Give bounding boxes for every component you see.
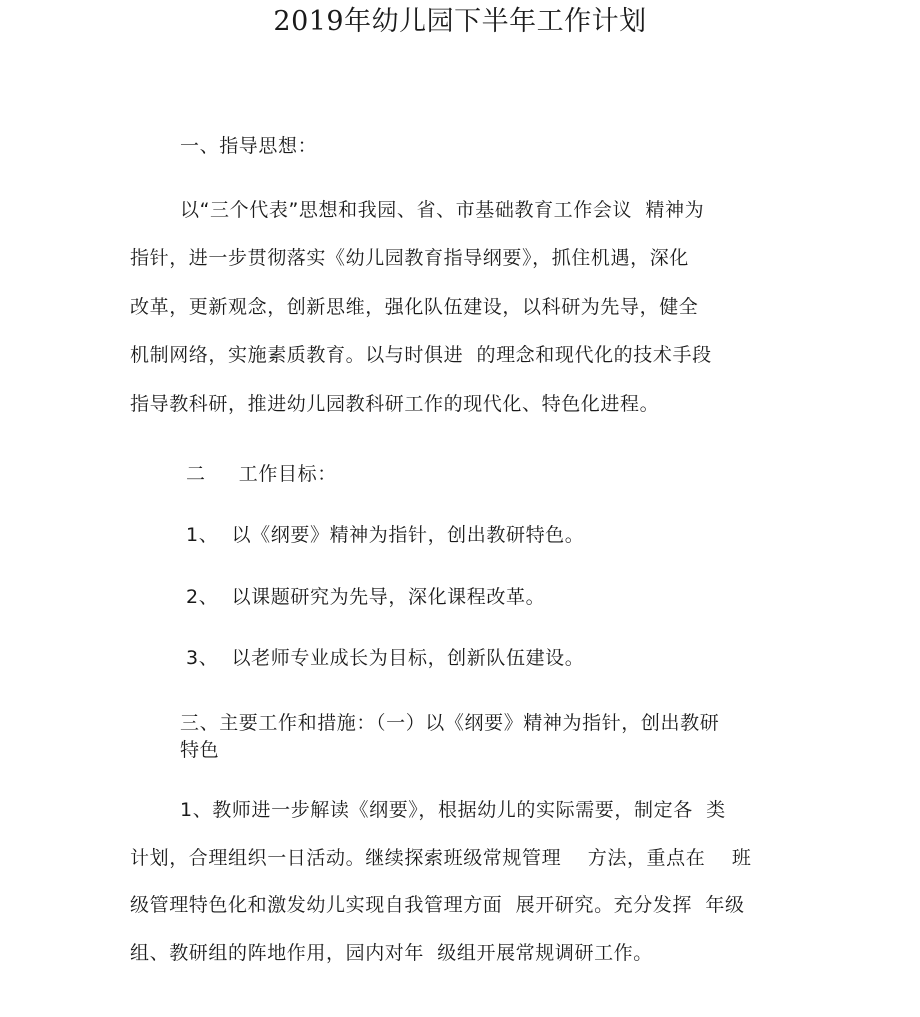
paragraph-line: 指导教科研，推进幼儿园教科研工作的现代化、特色化进程。 bbox=[130, 393, 660, 415]
paragraph-line: 计划，合理组织一日活动。继续探索班级常规管理 方法，重点在 班 bbox=[130, 847, 752, 869]
paragraph-line: 组、教研组的阵地作用，园内对年 级组开展常规调研工作。 bbox=[130, 942, 653, 964]
goal-item: 2、 以课题研究为先导，深化课程改革。 bbox=[186, 586, 546, 608]
paragraph-line: 以“三个代表”思想和我园、省、市基础教育工作会议 精神为 bbox=[180, 199, 705, 221]
paragraph-line: 级管理特色化和激发幼儿实现自我管理方面 展开研究。充分发挥 年级 bbox=[130, 894, 745, 916]
section-heading-main-measures-continued: 特色 bbox=[180, 739, 220, 761]
section-heading-guiding-ideology: 一、指导思想： bbox=[180, 135, 318, 157]
paragraph-line: 机制网络，实施素质教育。以与时俱进 的理念和现代化的技术手段 bbox=[130, 344, 712, 366]
paragraph-line: 指针，进一步贯彻落实《幼儿园教育指导纲要》，抓住机遇，深化 bbox=[130, 247, 689, 269]
goal-item: 1、 以《纲要》精神为指针，创出教研特色。 bbox=[186, 524, 585, 546]
paragraph-line: 1、教师进一步解读《纲要》，根据幼儿的实际需要，制定各 类 bbox=[180, 799, 726, 821]
document-title: 2019年幼儿园下半年工作计划 bbox=[273, 6, 647, 37]
paragraph-line: 改革，更新观念，创新思维，强化队伍建设，以科研为先导，健全 bbox=[130, 296, 699, 318]
section-heading-main-measures: 三、主要工作和措施：（一）以《纲要》精神为指针，创出教研 bbox=[180, 712, 720, 734]
goal-item: 3、 以老师专业成长为目标，创新队伍建设。 bbox=[186, 647, 585, 669]
section-heading-work-goals: 二 工作目标： bbox=[186, 463, 337, 485]
